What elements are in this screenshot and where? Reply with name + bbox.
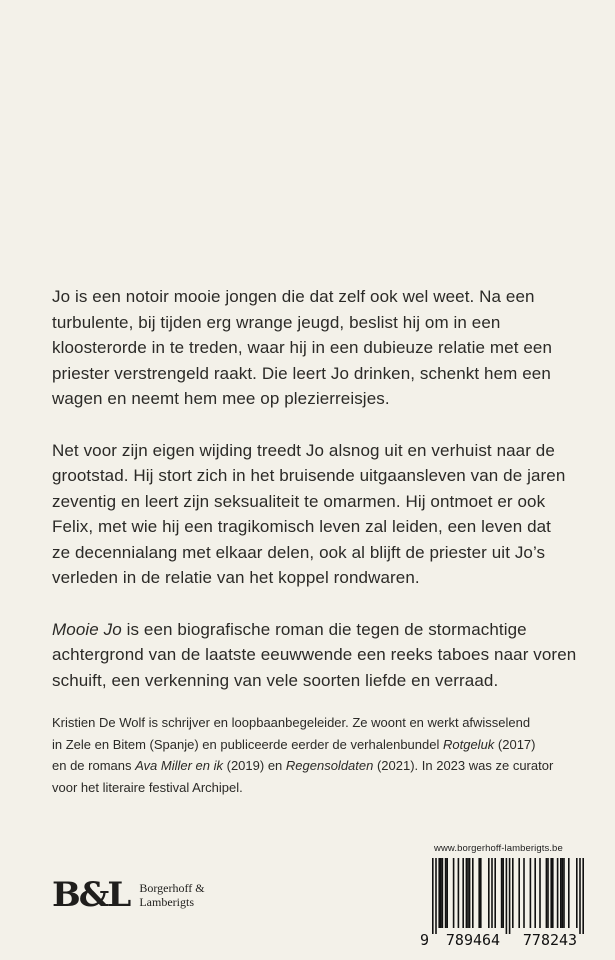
barcode-bar [552, 858, 554, 928]
author-bio [52, 712, 592, 798]
isbn-group-left: 789464 [445, 931, 501, 949]
bio-line: Kristien De Wolf is schrijver en loopbaanbegeleider. Ze woont en werkt afwisselend [52, 715, 531, 730]
barcode-bar [576, 858, 578, 928]
barcode-bar [568, 858, 570, 928]
text-fragment: (2019) en [223, 758, 286, 773]
publisher-name [139, 881, 204, 909]
barcode-bar [491, 858, 493, 928]
bio-line [52, 734, 592, 756]
barcode-bar [469, 858, 471, 928]
barcode-bar [539, 858, 541, 928]
barcode-bar [501, 858, 503, 928]
barcode-bar [563, 858, 565, 928]
barcode-bar [506, 858, 508, 934]
publisher-website: www.borgerhoff-lamberigts.be [434, 843, 563, 854]
isbn-number [420, 931, 588, 949]
barcode-bar [453, 858, 455, 928]
barcode-bar [512, 858, 514, 928]
barcode-bar [562, 858, 564, 928]
text-line: kloosterorde in te treden, waar hij in een dubieuze relatie met een [52, 338, 552, 357]
book-title: Mooie Jo [52, 619, 122, 639]
barcode-bar [442, 858, 444, 928]
book-title: Rotgeluk [442, 736, 495, 752]
barcode-bar [472, 858, 474, 928]
barcode-bar [530, 858, 532, 928]
barcode-bar [478, 858, 480, 928]
text-fragment: is een biografische roman die tegen de stormachtige [121, 619, 527, 639]
barcode-bar [440, 858, 442, 928]
text-line: schuift, een verkenning van vele soorten liefde en verraad. [52, 670, 499, 690]
text-fragment: in Zele en Bitem (Spanje) en publiceerde eerder de verhalenbundel [52, 736, 443, 752]
text-line: Net voor zijn eigen wijding treedt Jo alsnog uit en verhuist naar de [52, 440, 555, 460]
blurb-paragraph-2 [52, 438, 582, 591]
barcode-bar [435, 858, 437, 934]
blurb-paragraph-1 [52, 284, 582, 412]
barcode-bar [518, 858, 520, 928]
barcode-bar [432, 858, 434, 934]
text-line: Felix, met wie hij een tragikomisch leven zal leiden, een leven dat [52, 517, 552, 536]
publisher-monogram: B&L [52, 875, 130, 915]
barcode-bar [523, 858, 525, 928]
text-line: Jo is een notoir mooie jongen die dat zelf ook wel weet. Na een [52, 287, 535, 306]
text-fragment: (2017) [494, 736, 536, 752]
publisher-name-line: Borgerhoff & [139, 881, 205, 895]
barcode-bar [438, 858, 440, 928]
barcode-bar [560, 858, 562, 928]
text-line [52, 617, 582, 643]
text-fragment: en de romans [52, 758, 136, 773]
text-line: grootstad. Hij stort zich in het bruisende uitgaansleven van de jaren [52, 466, 566, 485]
back-cover-blurb [52, 284, 582, 693]
text-line: wagen en neemt hem mee op plezierreisjes. [52, 389, 390, 408]
text-line: ze decennialang met elkaar delen, ook al blijft de priester uit Jo’s [52, 542, 546, 562]
barcode-bar [557, 858, 559, 928]
barcode-bar [509, 858, 511, 934]
barcode-bar [480, 858, 482, 928]
barcode-bar [446, 858, 448, 928]
text-line: turbulente, bij tijden erg wrange jeugd, beslist hij om in een [52, 312, 501, 332]
blurb-paragraph-3 [52, 617, 582, 694]
isbn-prefix: 9 [420, 931, 430, 949]
barcode-bar [582, 858, 584, 934]
publisher-logo [52, 875, 205, 915]
barcode-bar [494, 858, 496, 928]
barcode-bar [502, 858, 504, 928]
text-line: zeventig en leert zijn seksualiteit te omarmen. Hij ontmoet er ook [52, 491, 546, 511]
bio-line: voor het literaire festival Archipel. [52, 779, 243, 795]
barcode-bar [534, 858, 536, 928]
isbn-barcode [420, 858, 588, 948]
barcode-bars [420, 858, 588, 934]
barcode-bar [445, 858, 447, 928]
bio-line [52, 755, 592, 777]
text-line: achtergrond van de laatste eeuwwende een reeks taboes naar voren [52, 645, 577, 664]
publisher-name-line: Lamberigts [139, 895, 194, 909]
text-line: verleden in de relatie van het koppel rondwaren. [52, 568, 420, 587]
barcode-bar [458, 858, 460, 928]
barcode-bar [466, 858, 468, 928]
text-fragment: (2021). In 2023 was ze curator [373, 758, 554, 773]
barcode-bar [546, 858, 548, 928]
book-title: Regensoldaten [285, 758, 374, 773]
text-line: priester verstrengeld raakt. Die leert Jo drinken, schenkt hem een [52, 363, 551, 383]
barcode-bar [550, 858, 552, 928]
barcode-bar [547, 858, 549, 928]
barcode-bar [467, 858, 469, 928]
barcode-bar [462, 858, 464, 928]
barcode-bar [579, 858, 581, 934]
book-title: Ava Miller en ik [135, 758, 224, 773]
isbn-group-right: 778243 [522, 931, 578, 949]
barcode-bar [488, 858, 490, 928]
